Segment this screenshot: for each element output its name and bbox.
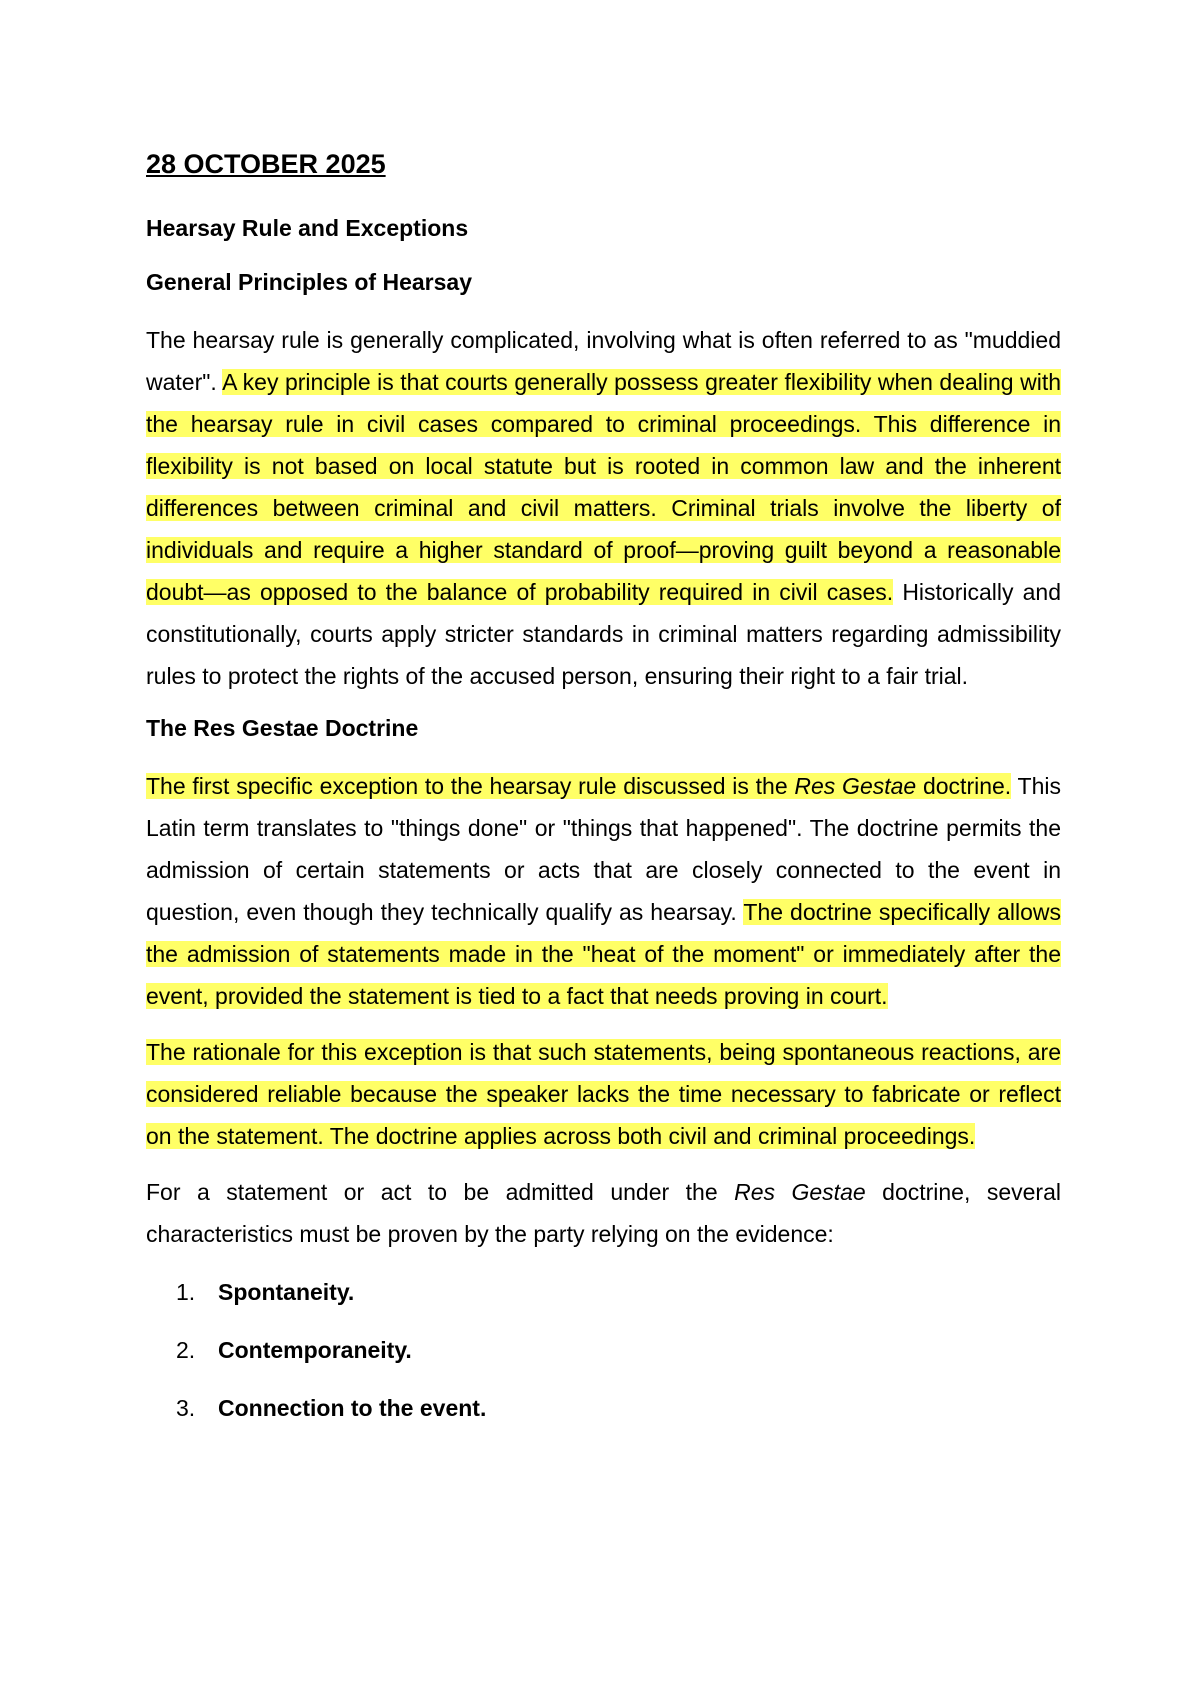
paragraph-text: This Latin term translates to "things done" or "things that happened". The doctrine permits the admission of certain statements or acts that are closely connected to the event in question, even though they technically qualify as hearsay. [146,773,1061,925]
latin-term: Res Gestae [794,773,917,799]
highlighted-text-part: doctrine. [916,773,1012,799]
paragraph-text: Historically and constitutionally, courts apply stricter standards in criminal matters regarding admissibility rules to protect the rights of the accused person, ensuring their right to a fair trial. [146,579,1061,689]
latin-term: Res Gestae [734,1179,866,1205]
paragraph-rationale [146,1031,1061,1157]
list-number: 2. [176,1337,196,1363]
list-item [146,1333,1061,1367]
highlighted-text-part: The first specific exception to the hearsay rule discussed is the [146,773,795,799]
list-item [146,1275,1061,1309]
list-item [146,1391,1061,1425]
paragraph-res-gestae-intro [146,765,1061,1017]
list-number: 1. [176,1279,196,1305]
list-item-label: Connection to the event. [218,1395,487,1421]
highlighted-text: The rationale for this exception is that such statements, being spontaneous reactions, are considered reliable because the speaker lacks the time necessary to fabricate or reflect on the statement. The doctrine applies across both civil and criminal proceedings. [146,1039,1061,1149]
highlighted-text [146,773,1011,799]
paragraph-text: For a statement or act to be admitted under the [146,1179,735,1205]
paragraph-text: doctrine, several characteristics must be proven by the party relying on the evidence: [146,1179,1061,1247]
characteristics-list [146,1275,1061,1425]
document-page [146,130,1061,1449]
paragraph-characteristics [146,1171,1061,1255]
list-item-label: Spontaneity. [218,1279,355,1305]
document-title: Hearsay Rule and Exceptions [146,215,469,241]
list-item-label: Contemporaneity. [218,1337,412,1363]
highlighted-text: The doctrine specifically allows the admission of statements made in the "heat of the moment" or immediately after the event, provided the statement is tied to a fact that needs proving in court. [146,899,1061,1009]
paragraph-general-principles [146,319,1061,697]
section-heading-res-gestae: The Res Gestae Doctrine [146,715,419,741]
section-heading-general-principles: General Principles of Hearsay [146,269,472,295]
document-date: 28 OCTOBER 2025 [146,149,386,179]
list-number: 3. [176,1395,196,1421]
paragraph-text: The hearsay rule is generally complicated, involving what is often referred to as "muddied water". [146,327,1061,395]
highlighted-text: A key principle is that courts generally possess greater flexibility when dealing with the hearsay rule in civil cases compared to criminal proceedings. This difference in flexibility is not based on local statute but is rooted in common law and the inherent differences between criminal and civil matters. Criminal trials involve the liberty of individuals and require a higher standard of proof—proving guilt beyond a reasonable doubt—as opposed to the balance of probability required in civil cases. [146,369,1062,605]
